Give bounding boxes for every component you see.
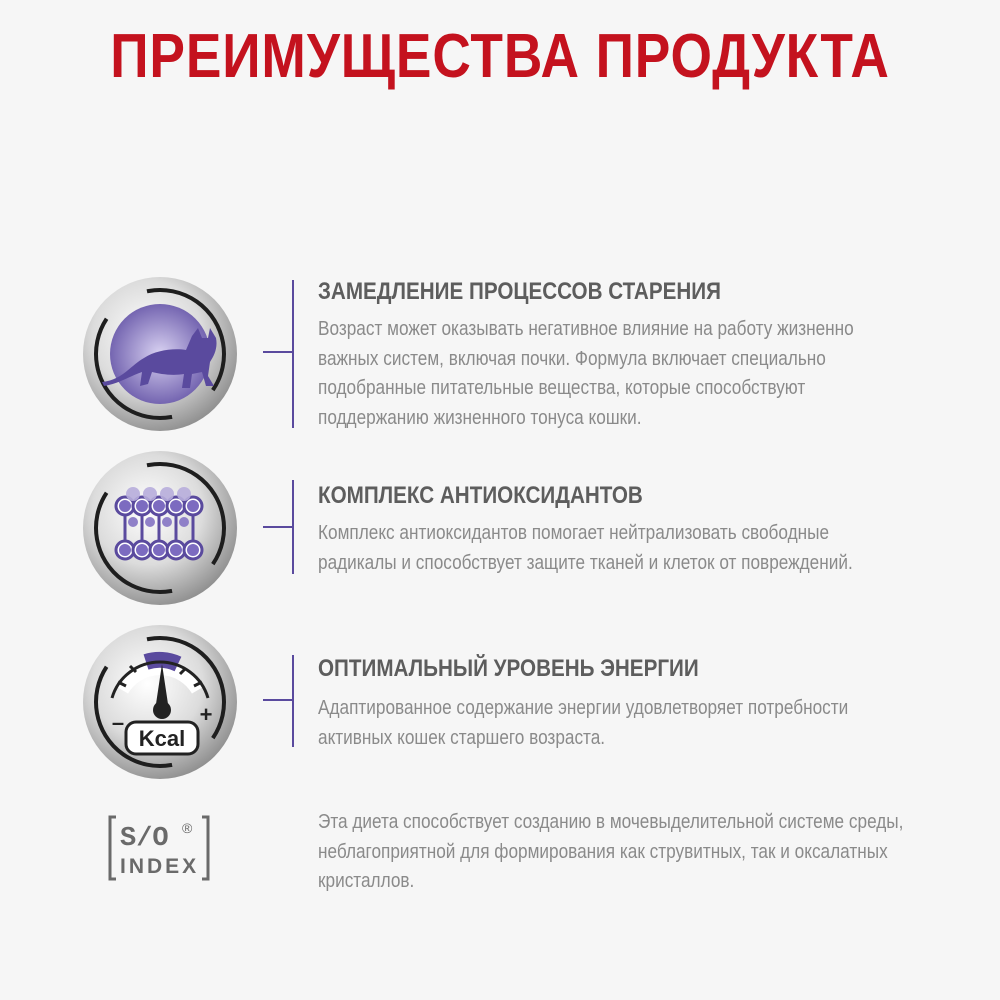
benefit-heading: ОПТИМАЛЬНЫЙ УРОВЕНЬ ЭНЕРГИИ — [318, 655, 699, 682]
gauge-minus: – — [111, 710, 125, 735]
text-line: радикалы и способствует защите тканей и клеток от повреждений. — [318, 551, 853, 574]
connector-line — [292, 655, 294, 747]
connector-line — [263, 526, 294, 528]
so-logo-line1: S/O — [120, 824, 169, 854]
benefit-description — [318, 315, 911, 433]
text-line: Эта диета способствует созданию в мочевыделительной системе среды, — [318, 811, 904, 833]
aging-cat-icon — [82, 276, 238, 432]
antioxidant-membrane-icon — [82, 450, 238, 606]
benefit-description — [318, 694, 911, 753]
energy-gauge-icon — [82, 624, 238, 780]
connector-line — [263, 699, 294, 701]
benefit-description — [318, 519, 911, 578]
page-title: ПРЕИМУЩЕСТВА ПРОДУКТА — [110, 22, 890, 91]
so-logo-mark: ® — [182, 820, 193, 836]
so-index-logo — [108, 815, 210, 881]
text-line: поддержанию жизненного тонуса кошки. — [318, 406, 642, 429]
benefit-heading: КОМПЛЕКС АНТИОКСИДАНТОВ — [318, 482, 643, 509]
connector-line — [263, 351, 294, 353]
benefit-heading: ЗАМЕДЛЕНИЕ ПРОЦЕССОВ СТАРЕНИЯ — [318, 278, 721, 305]
text-line: Адаптированное содержание энергии удовлетворяет потребности — [318, 697, 849, 719]
so-logo-line2: INDEX — [120, 855, 200, 878]
so-index-description — [318, 808, 920, 897]
text-line: активных кошек старшего возраста. — [318, 726, 606, 749]
text-line: неблагоприятной для формирования как струвитных, так и оксалатных — [318, 840, 888, 863]
text-line: Комплекс антиоксидантов помогает нейтрализовать свободные — [318, 522, 830, 544]
gauge-plus: + — [199, 702, 213, 727]
text-line: важных систем, включая почки. Формула включает специально — [318, 347, 826, 370]
connector-line — [292, 280, 294, 428]
gauge-label: Kcal — [138, 726, 186, 751]
text-line: Возраст может оказывать негативное влияние на работу жизненно — [318, 318, 854, 340]
text-line: подобранные питательные вещества, которые способствуют — [318, 377, 806, 399]
text-line: кристаллов. — [318, 870, 415, 892]
